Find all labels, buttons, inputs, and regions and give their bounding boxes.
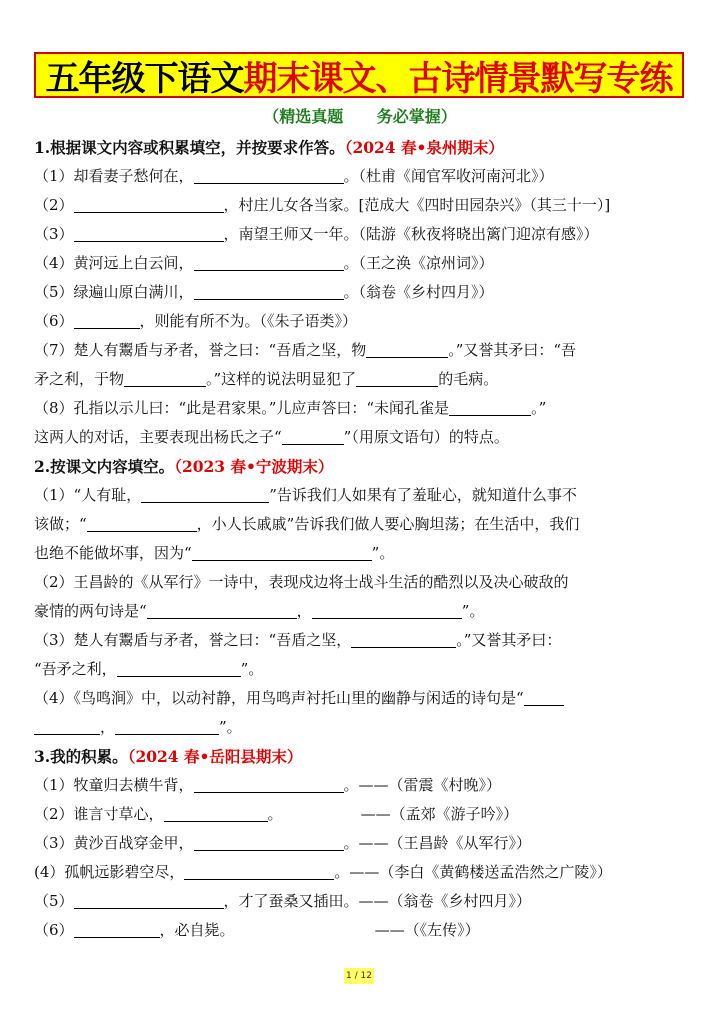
answer-blank[interactable] xyxy=(164,805,268,822)
answer-blank[interactable] xyxy=(366,341,448,358)
s3-question-4 xyxy=(34,858,688,887)
question-text: ——（《左传》） xyxy=(374,921,480,939)
question-text: 。——（李白《黄鹤楼送孟浩然之广陵》） xyxy=(334,863,612,881)
question-text: ，则能有所不为。（《朱子语类》） xyxy=(139,312,358,330)
answer-blank[interactable] xyxy=(74,892,224,909)
question-text: ， xyxy=(296,602,312,620)
s1-question-4 xyxy=(34,249,688,278)
worksheet-content xyxy=(34,133,688,945)
answer-blank[interactable] xyxy=(34,718,100,735)
question-text: （5）绿遍山原白满川， xyxy=(34,283,194,301)
answer-blank[interactable] xyxy=(194,254,344,271)
question-text: （1）却看妻子愁何在， xyxy=(34,167,194,185)
question-text: ，才了蚕桑又插田。——（翁卷《乡村四月》） xyxy=(223,892,532,910)
title-part1: 五年级下语文 xyxy=(45,58,244,99)
answer-blank[interactable] xyxy=(194,776,344,793)
question-text: 。——（雷震《村晚》） xyxy=(343,776,502,794)
section-1-heading xyxy=(34,133,688,162)
question-text: ，村庄儿女各当家。[范成大《四时田园杂兴》（其三十一）] xyxy=(223,196,611,214)
question-text: 豪情的两句诗是“ xyxy=(34,602,147,620)
s1-question-7-line2 xyxy=(34,365,688,394)
section-2-heading xyxy=(34,452,688,481)
section-1-tag: （2024 春•泉州期末） xyxy=(344,138,504,157)
question-text: 。 xyxy=(267,805,283,823)
question-text: 3.我的积累。 xyxy=(34,747,128,766)
s3-question-1 xyxy=(34,771,688,800)
question-text: 。”又誉其矛曰： xyxy=(456,631,562,649)
answer-blank[interactable] xyxy=(74,196,224,213)
s2-question-4-line2 xyxy=(34,713,688,742)
answer-blank[interactable] xyxy=(184,863,334,880)
question-text: （2）谁言寸草心， xyxy=(34,805,164,823)
question-text: （8）孔指以示儿曰：“此是君家果。”儿应声答曰：“未闻孔雀是 xyxy=(34,399,450,417)
s2-question-3-line2 xyxy=(34,655,688,684)
answer-blank[interactable] xyxy=(74,921,160,938)
question-text: (4）孤帆远影碧空尽， xyxy=(34,863,185,881)
section-3-heading xyxy=(34,742,688,771)
s2-question-3-line1 xyxy=(34,626,688,655)
s3-question-3 xyxy=(34,829,688,858)
s1-question-1 xyxy=(34,162,688,191)
section-2-tag: （2023 春•宁波期末） xyxy=(174,457,334,476)
question-text: “吾矛之利， xyxy=(34,660,117,678)
subtitle: （精选真题 务必掌握） xyxy=(263,107,457,126)
answer-blank[interactable] xyxy=(115,718,219,735)
answer-blank[interactable] xyxy=(449,399,531,416)
question-text: ，小人长戚戚”告诉我们做人要心胸坦荡；在生活中，我们 xyxy=(196,515,580,533)
answer-blank[interactable] xyxy=(356,370,438,387)
answer-blank[interactable] xyxy=(194,167,344,184)
question-text: ， xyxy=(100,718,116,736)
question-text: （3）黄沙百战穿金甲， xyxy=(34,834,194,852)
question-text: 的毛病。 xyxy=(438,370,499,388)
s2-question-4-line1 xyxy=(34,684,688,713)
answer-blank[interactable] xyxy=(312,602,462,619)
s1-question-5 xyxy=(34,278,688,307)
question-text: ——（孟郊《游子吟》） xyxy=(360,805,519,823)
question-text: （7）楚人有鬻盾与矛者，誉之曰：“吾盾之坚，物 xyxy=(34,341,367,359)
question-text: （5） xyxy=(34,892,74,910)
question-text: 这两人的对话，主要表现出杨氏之子“ xyxy=(34,428,282,446)
answer-blank[interactable] xyxy=(194,834,344,851)
question-text: ，南望王师又一年。（陆游《秋夜将晓出篱门迎凉有感》） xyxy=(223,225,599,243)
s1-question-8-line1 xyxy=(34,394,688,423)
answer-blank[interactable] xyxy=(87,515,197,532)
question-text: ”告诉我们人如果有了羞耻心，就知道什么事不 xyxy=(269,486,577,504)
question-text: （6） xyxy=(34,312,74,330)
answer-blank[interactable] xyxy=(282,428,344,445)
question-text: （1）“人有耻， xyxy=(34,486,142,504)
question-text: （6） xyxy=(34,921,74,939)
answer-blank[interactable] xyxy=(74,225,224,242)
question-text: 1.根据课文内容或积累填空，并按要求作答。 xyxy=(34,138,345,157)
question-text: （4）《鸟鸣涧》中，以动衬静，用鸟鸣声衬托山里的幽静与闲适的诗句是“ xyxy=(34,689,524,707)
question-text: 。”这样的说法明显犯了 xyxy=(206,370,357,388)
title-part2: 期末课文、古诗情景默写专练 xyxy=(243,58,673,99)
question-text: 矛之利，于物 xyxy=(34,370,125,388)
question-text: （2）王昌龄的《从军行》一诗中，表现戍边将士战斗生活的酷烈以及决心破敌的 xyxy=(34,573,569,591)
s3-question-6 xyxy=(34,916,688,945)
question-text: 。”又誉其矛曰：“吾 xyxy=(448,341,577,359)
question-text: （4）黄河远上白云间， xyxy=(34,254,194,272)
answer-blank[interactable] xyxy=(192,544,372,561)
answer-blank[interactable] xyxy=(74,312,140,329)
question-text: ”（用原文语句）的特点。 xyxy=(343,428,509,446)
question-text: 。——（王昌龄《从军行》） xyxy=(343,834,532,852)
s3-question-2 xyxy=(34,800,688,829)
answer-blank[interactable] xyxy=(117,660,241,677)
s1-question-8-line2 xyxy=(34,423,688,452)
s2-question-1-line3 xyxy=(34,539,688,568)
question-text: 。” xyxy=(531,399,547,417)
page-title-banner xyxy=(34,52,684,98)
question-text: ，必自毙。 xyxy=(159,921,235,939)
question-text: （3） xyxy=(34,225,74,243)
question-text: 2.按课文内容填空。 xyxy=(34,457,175,476)
page-number: 1 / 12 xyxy=(344,968,374,984)
s2-question-2-line1 xyxy=(34,568,688,597)
answer-blank[interactable] xyxy=(194,283,344,300)
answer-blank[interactable] xyxy=(124,370,206,387)
question-text: ”。 xyxy=(371,544,395,562)
s3-question-5 xyxy=(34,887,688,916)
question-text: （1）牧童归去横牛背， xyxy=(34,776,194,794)
question-text: （2） xyxy=(34,196,74,214)
s2-question-2-line2 xyxy=(34,597,688,626)
answer-blank[interactable] xyxy=(524,689,564,706)
question-text: 。（杜甫《闻官军收河南河北》） xyxy=(343,167,554,185)
question-text: 。（王之涣《凉州词》） xyxy=(343,254,494,272)
s1-question-2 xyxy=(34,191,688,220)
question-text: 也绝不能做坏事，因为“ xyxy=(34,544,192,562)
question-text: 该做；“ xyxy=(34,515,87,533)
answer-blank[interactable] xyxy=(351,631,456,648)
s2-question-1-line1 xyxy=(34,481,688,510)
question-text: ”。 xyxy=(461,602,485,620)
question-text: 。（翁卷《乡村四月》） xyxy=(343,283,494,301)
s1-question-6 xyxy=(34,307,688,336)
answer-blank[interactable] xyxy=(141,486,269,503)
question-text: （3）楚人有鬻盾与矛者，誉之曰：“吾盾之坚， xyxy=(34,631,352,649)
section-3-tag: （2024 春•岳阳县期末） xyxy=(127,747,303,766)
question-text: ”。 xyxy=(240,660,264,678)
question-text: ”。 xyxy=(219,718,242,736)
answer-blank[interactable] xyxy=(147,602,297,619)
s2-question-1-line2 xyxy=(34,510,688,539)
s1-question-7-line1 xyxy=(34,336,688,365)
s1-question-3 xyxy=(34,220,688,249)
